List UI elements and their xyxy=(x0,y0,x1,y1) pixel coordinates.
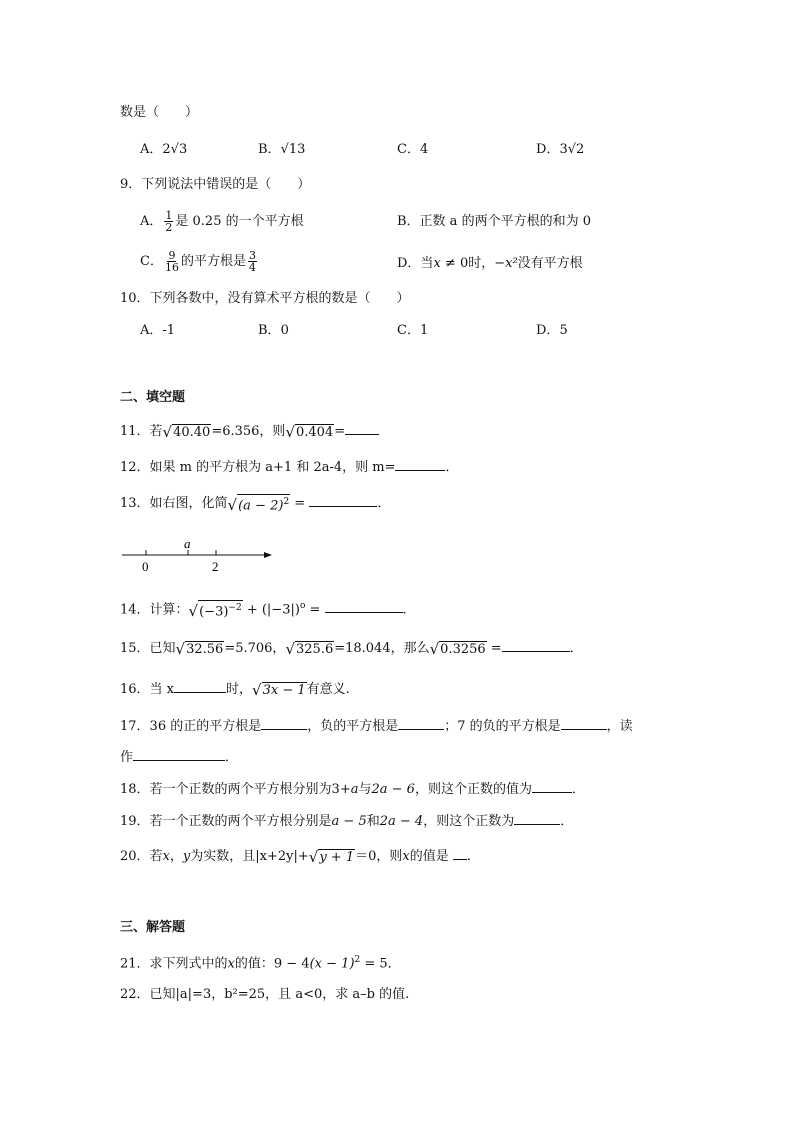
q9-option-a xyxy=(140,210,304,233)
option-text: 是 0.25 的一个平方根 xyxy=(175,214,304,229)
option-key: A． xyxy=(140,142,163,157)
answer-blank xyxy=(502,639,570,652)
q8-option-b xyxy=(258,141,305,159)
q14: 14．计算： √ $(-3)^{-2}$ + $(|-3|)^o$ = . xyxy=(120,601,407,621)
answer-blank xyxy=(309,494,377,507)
option-value: 2√3 xyxy=(162,142,188,157)
q10-stem: 10．下列各数中，没有算术平方根的数是（ ） xyxy=(120,291,410,306)
label-a: a xyxy=(184,538,191,551)
answer-blank xyxy=(345,422,379,435)
answer-blank xyxy=(174,680,226,693)
q22: 22．已知|a|=3，b²=25，且 a<0，求 a–b 的值. xyxy=(120,987,410,1002)
q17-line2: 作 ． xyxy=(120,750,239,765)
q10-option-b: B．0 xyxy=(258,323,289,338)
sqrt-expr: √ 325.6 xyxy=(285,639,334,658)
option-value: 4 xyxy=(419,142,429,157)
answer-blank xyxy=(395,458,445,471)
answer-blank xyxy=(133,748,225,761)
q8-option-c xyxy=(397,141,428,159)
q12: 12．如果 m 的平方根为 a+1 和 2a-4，则 m= ． xyxy=(120,460,459,475)
answer-blank xyxy=(514,812,560,825)
sqrt-expr: √ 32.56 xyxy=(175,639,224,658)
q15: 15．已知 √ 32.56 =5.706， √ 325.6 =18.044，那么 √ 0.3256 = ． xyxy=(120,639,583,658)
answer-blank xyxy=(325,600,403,613)
answer-blank xyxy=(398,717,444,730)
q10-option-a: A．-1 xyxy=(140,323,176,338)
number-line xyxy=(120,538,280,578)
q9-option-c xyxy=(140,250,259,273)
sqrt-expr: √ y + 1 xyxy=(308,847,355,866)
sqrt-expr: √ 3x − 1 xyxy=(252,680,306,699)
answer-blank xyxy=(453,847,467,860)
q13: 13．如右图，化简 √ $(a - 2)^2$ = ． xyxy=(120,494,390,513)
option-key: B． xyxy=(258,142,281,157)
q16: 16．当 x 时， √ 3x − 1 有意义. xyxy=(120,680,350,699)
q20: 20．若x，y为实数，且|x+2y|+ √ y + 1 ＝0，则x的值是 ． xyxy=(120,847,480,866)
sqrt-expr: √ 0.3256 xyxy=(429,639,486,658)
q8-option-a xyxy=(140,141,187,159)
label-zero: 0 xyxy=(142,559,149,574)
q17-line1: 17．36 的正的平方根是 ，负的平方根是 ；7 的负的平方根是 ，读 xyxy=(120,719,633,734)
answer-blank xyxy=(561,717,607,730)
q10-option-d: D．5 xyxy=(536,323,568,338)
option-key: C． xyxy=(140,254,163,269)
fraction: $\frac{3}{4}$ xyxy=(248,249,256,274)
section-heading-solutions: 三、解答题 xyxy=(120,920,186,935)
option-key: C． xyxy=(397,142,420,157)
arrow-right-icon xyxy=(264,552,272,558)
option-value: √13 xyxy=(280,142,306,157)
q10-option-c: C．1 xyxy=(397,323,429,338)
q19: 19．若一个正数的两个平方根分别是a − 5和2a − 4，则这个正数为 ． xyxy=(120,814,574,829)
fraction: $\frac{9}{16}$ xyxy=(164,249,179,274)
q21: 21．求下列式中的x的值：$9 - 4(x - 1)^2 = 5$． xyxy=(120,955,401,972)
q8-stem-tail: 数是（ ） xyxy=(120,105,199,120)
section-heading-fill-in: 二、填空题 xyxy=(120,390,186,405)
q9-option-b: B．正数 a 的两个平方根的和为 0 xyxy=(397,214,591,229)
q8-option-d xyxy=(536,141,584,159)
sqrt-expr: √ 40.40 xyxy=(162,422,211,441)
label-two: 2 xyxy=(212,559,219,574)
sqrt-expr: √ $(-3)^{-2}$ xyxy=(189,600,243,619)
option-key: D． xyxy=(536,142,560,157)
option-key: A． xyxy=(140,214,163,229)
q9-option-d: D．当x ≠ 0时，−x²没有平方根 xyxy=(397,256,583,271)
option-value: 3√2 xyxy=(559,142,585,157)
sqrt-expr: √ 0.404 xyxy=(285,422,334,441)
sqrt-expr: √ $(a - 2)^2$ xyxy=(228,494,291,513)
q18: 18．若一个正数的两个平方根分别为3+a与2a − 6，则这个正数的值为 ． xyxy=(120,782,585,797)
answer-blank xyxy=(532,780,572,793)
fraction: $\frac{1}{2}$ xyxy=(165,209,173,234)
q11: 11．若 √ 40.40 =6.356，则 √ 0.404 = xyxy=(120,422,379,441)
q9-stem: 9．下列说法中错误的是（ ） xyxy=(120,177,311,192)
answer-blank xyxy=(261,717,307,730)
option-text: 的平方根是 xyxy=(180,254,246,269)
